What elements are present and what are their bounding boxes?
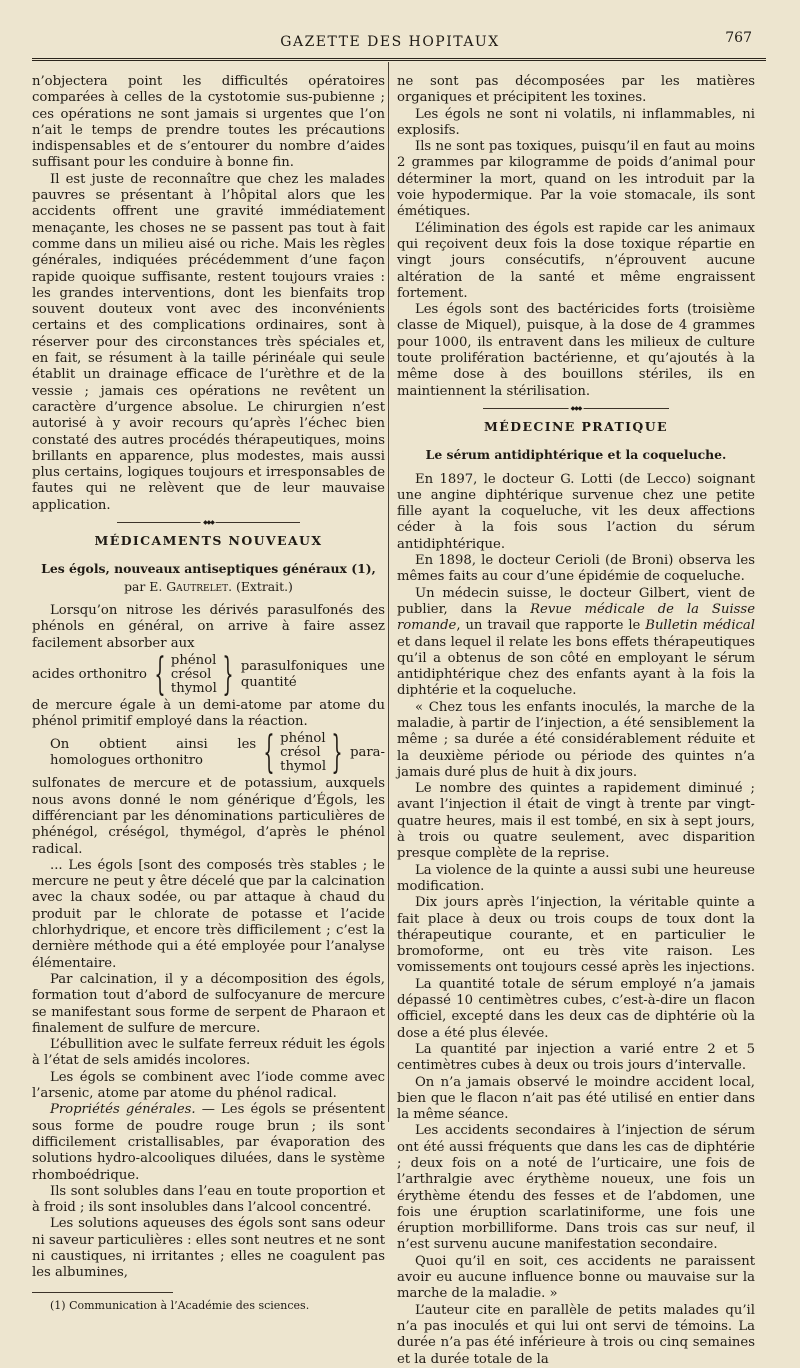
footnote-rule bbox=[32, 1292, 173, 1293]
right-brace-icon: } bbox=[331, 727, 343, 779]
left-brace-icon: { bbox=[263, 727, 275, 779]
formula-item: phénol bbox=[280, 731, 326, 747]
paragraph: L’ébullition avec le sulfate ferreux réduit les égols à l’état de sels amidés incolores. bbox=[32, 1037, 385, 1069]
paragraph: Quoi qu’il en soit, ces accidents ne paraissent avoir eu aucune influence bonne ou mauvaise sur la marche de la maladie. » bbox=[397, 1253, 755, 1302]
paragraph: L’élimination des égols est rapide car les animaux qui reçoivent deux fois la dose toxique répartie en vingt jours consécutifs, n’éprouvent aucune altération de la santé et même engraissent fortement. bbox=[397, 220, 755, 301]
right-column bbox=[397, 74, 755, 1368]
formula-list bbox=[280, 732, 326, 774]
paragraph: Le nombre des quintes a rapidement diminué ; avant l’injection il était de vingt à trente par vingt-quatre heures, mais il est tombé, en six à sept jours, à trois ou quatre seulement, avec disparition presque complète de la reprise. bbox=[397, 781, 755, 862]
paragraph: Dix jours après l’injection, la véritable quinte a fait place à deux ou trois coups de toux dont la thérapeutique courante, et en particulier le bromoforme, ont eu très vite raison. Les vomissements ont toujours cessé après les injections. bbox=[397, 895, 755, 976]
paragraph bbox=[32, 1102, 385, 1183]
footnote: (1) Communication à l’Académie des sciences. bbox=[50, 1298, 310, 1312]
formula-item: crésol bbox=[280, 745, 321, 761]
paragraph-text: et dans lequel il relate les bons effets thérapeutiques qu’il a obtenus de son côté en employant le sérum antidiphtérique chez des enfants ayant à la fois la diphtérie et la coqueluche. bbox=[397, 634, 755, 699]
paragraph: de mercure égale à un demi-atome par atome du phénol primitif employé dans la réaction. bbox=[32, 697, 385, 730]
formula-item: phénol bbox=[170, 652, 217, 668]
paragraph: L’auteur cite en parallèle de petits malades qu’il n’a pas inoculés et qui lui ont servi de témoins. La durée n’a pas été inférieure à trois ou cinq semaines et la durée totale de la bbox=[397, 1302, 755, 1367]
section-title: MÉDICAMENTS NOUVEAUX bbox=[94, 533, 323, 549]
formula bbox=[32, 727, 385, 779]
paragraph: sulfonates de mercure et de potassium, auxquels nous avons donné le nom générique d’Égols, les différenciant par les dénominations particulières de phénégol, créségol, thymégol, d’après le phénol radical. bbox=[32, 776, 385, 857]
right-brace-icon: } bbox=[222, 648, 234, 700]
left-brace-icon: { bbox=[154, 648, 166, 700]
paragraph: ne sont pas décomposées par les matières organiques et précipitent les toxines. bbox=[397, 74, 755, 106]
paragraph: Il est juste de reconnaître que chez les malades pauvres se présentant à l’hôpital alors que les accidents offrent une gravité immédiatement menaçante, les choses ne se passent pas tout à fait comme dans un milieu aisé ou riche. Mais les règles générales, indiquées précédemment d’une façon rapide quoique suffisante, restent toujours vraies : les grandes interventions, dont les bienfaits trop souvent douteux vont avec des inconvénients certains et des complications ordinaires, sont à réserver pour des circonstances très spéciales et, en fait, se résument à la taille périnéale qui seule établit un drainage efficace de l’urèthre et de la vessie ; jamais ces opérations ne revêtent un caractère d’urgence absolue. Le chirurgien n’est autorisé à y avoir recours qu’après l’échec bien constaté des autres procédés thérapeutiques, moins brillants en apparence, plus modestes, mais aussi plus certains, logiques toujours et irresponsables de fautes qui ne relèvent que de leur mauvaise application. bbox=[32, 171, 385, 513]
formula-list bbox=[171, 654, 217, 696]
formula bbox=[32, 648, 385, 700]
formula-item: thymol bbox=[170, 680, 217, 696]
column-divider bbox=[388, 62, 389, 1122]
section-title: MÉDECINE PRATIQUE bbox=[484, 418, 668, 434]
byline-prefix: par E. bbox=[124, 578, 163, 594]
paragraph: Ils ne sont pas toxiques, puisqu’il en faut au moins 2 grammes par kilogramme de poids d’animal pour déterminer la mort, quand on les introduit par la voie hypodermique. Par la voie stomacale, ils sont émétiques. bbox=[397, 139, 755, 220]
paragraph: Lorsqu’on nitrose les dérivés parasulfonés des phénols en général, on arrive à faire assez facilement absorber aux bbox=[32, 602, 385, 651]
paragraph: La quantité par injection a varié entre 2 et 5 centimètres cubes à deux ou trois jours d’intervalle. bbox=[397, 1041, 755, 1074]
paragraph: Par calcination, il y a décomposition des égols, formation tout d’abord de sulfocyanure de mercure se manifestant sous forme de serpent de Pharaon et finalement de sulfure de mercure. bbox=[32, 971, 385, 1036]
paragraph: « Chez tous les enfants inoculés, la marche de la maladie, à partir de l’injection, a été sensiblement la même ; sa durée a été considérablement réduite et la deuxième période ou période des quintes n’a jamais duré plus de huit à dix jours. bbox=[397, 699, 755, 780]
header-rule bbox=[32, 58, 766, 61]
paragraph-text: Un médecin suisse, le docteur Gilbert, vient de publier, dans la bbox=[397, 585, 755, 617]
formula-right: para- bbox=[350, 745, 385, 761]
formula-right: parasulfoniques une quantité bbox=[240, 658, 385, 690]
paragraph: Les égols ne sont ni volatils, ni inflammables, ni explosifs. bbox=[397, 106, 755, 138]
paragraph: La quantité totale de sérum employé n’a jamais dépassé 10 centimètres cubes, c’est-à-dire un flacon officiel, excepté dans les deux cas de diphtérie où la dose a été plus élevée. bbox=[397, 976, 755, 1041]
page-number: 767 bbox=[725, 30, 752, 46]
left-column bbox=[32, 74, 385, 1314]
journal-title: Bulletin médical bbox=[645, 618, 756, 634]
byline bbox=[32, 579, 385, 595]
section-separator bbox=[483, 408, 669, 409]
paragraph: En 1898, le docteur Cerioli (de Broni) observa les mêmes faits au cour d’une épidémie de coqueluche. bbox=[397, 553, 755, 585]
paragraph: Les égols se combinent avec l’iode comme avec l’arsenic, atome par atome du phénol radical. bbox=[32, 1069, 385, 1102]
article-title: Le sérum antidiphtérique et la coqueluche. bbox=[425, 447, 727, 463]
paragraph: Les solutions aqueuses des égols sont sans odeur ni saveur particulières : elles sont neutres et ne sont ni caustiques, ni irritantes ; elles ne coagulent pas les albumines, bbox=[32, 1216, 385, 1281]
byline-suffix: . (Extrait.) bbox=[228, 578, 293, 594]
italic-heading: Propriétés générales. bbox=[50, 1102, 196, 1118]
section-separator bbox=[117, 522, 301, 523]
formula-left: acides orthonitro bbox=[32, 666, 147, 682]
formula-item: thymol bbox=[280, 759, 327, 775]
formula-item: crésol bbox=[170, 666, 212, 682]
paragraph: On n’a jamais observé le moindre accident local, bien que le flacon n’ait pas été utilisé en entier dans la même séance. bbox=[397, 1074, 755, 1123]
paragraph: ... Les égols [sont des composés très stables ; le mercure ne peut y être décelé que par la calcination avec la chaux sodée, ou par attaque à chaud du produit par le chlorate de potasse et l’acide chlorhydrique, et encore très difficilement ; c’est la dernière méthode qui a été employée pour l’analyse élémentaire. bbox=[32, 857, 385, 971]
article-title: Les égols, nouveaux antiseptiques généraux (1), bbox=[41, 561, 376, 577]
newspaper-title: GAZETTE DES HOPITAUX bbox=[280, 34, 500, 50]
paragraph: La violence de la quinte a aussi subi une heureuse modification. bbox=[397, 862, 755, 894]
paragraph: Ils sont solubles dans l’eau en toute proportion et à froid ; ils sont insolubles dans l’alcool concentré. bbox=[32, 1183, 385, 1216]
paragraph: Les égols sont des bactéricides forts (troisième classe de Miquel), puisque, à la dose de 4 grammes pour 1000, ils entravent dans les milieux de culture toute prolifération bactérienne, et qu’ajoutés à la même dose à des bouillons stériles, ils en maintiennent la stérilisation. bbox=[397, 302, 755, 399]
formula-left: On obtient ainsi les homologues orthonitro bbox=[50, 737, 257, 769]
paragraph: En 1897, le docteur G. Lotti (de Lecco) soignant une angine diphtérique survenue chez une petite fille ayant la coqueluche, vit les deux affections céder à la fois sous l’action du sérum antidiphtérique. bbox=[397, 471, 755, 552]
paragraph bbox=[397, 586, 755, 700]
paragraph: n’objectera point les difficultés opératoires comparées à celles de la cystotomie sus-pubienne ; ces opérations ne sont jamais si urgentes que l’on n’ait le temps de prendre toutes les précautions indispensables et de s’entourer du nombre d’aides suffisant pour les conduire à bonne fin. bbox=[32, 74, 385, 171]
journal-title: Revue médicale de la Suisse romande bbox=[397, 601, 755, 634]
paragraph: Les accidents secondaires à l’injection de sérum ont été aussi fréquents que dans les cas de diphtérie ; deux fois on a noté de l’urticaire, une fois de l’arthralgie avec érythème noueux, une fois un érythème étendu des fesses et de l’abdomen, une fois une éruption scarlatiniforme, une fois une éruption morbilliforme. Dans trois cas sur neuf, il n’est survenu aucune manifestation secondaire. bbox=[397, 1123, 755, 1253]
paragraph-text: , un travail que rapporte le bbox=[456, 618, 646, 634]
byline-author: Gautrelet bbox=[166, 578, 229, 594]
paragraph-text: — Les égols se présentent sous forme de poudre rouge brun ; ils sont difficilement cristallisables, par évaporation des solutions hydro-alcooliques diluées, dans le système rhomboédrique. bbox=[32, 1102, 385, 1183]
